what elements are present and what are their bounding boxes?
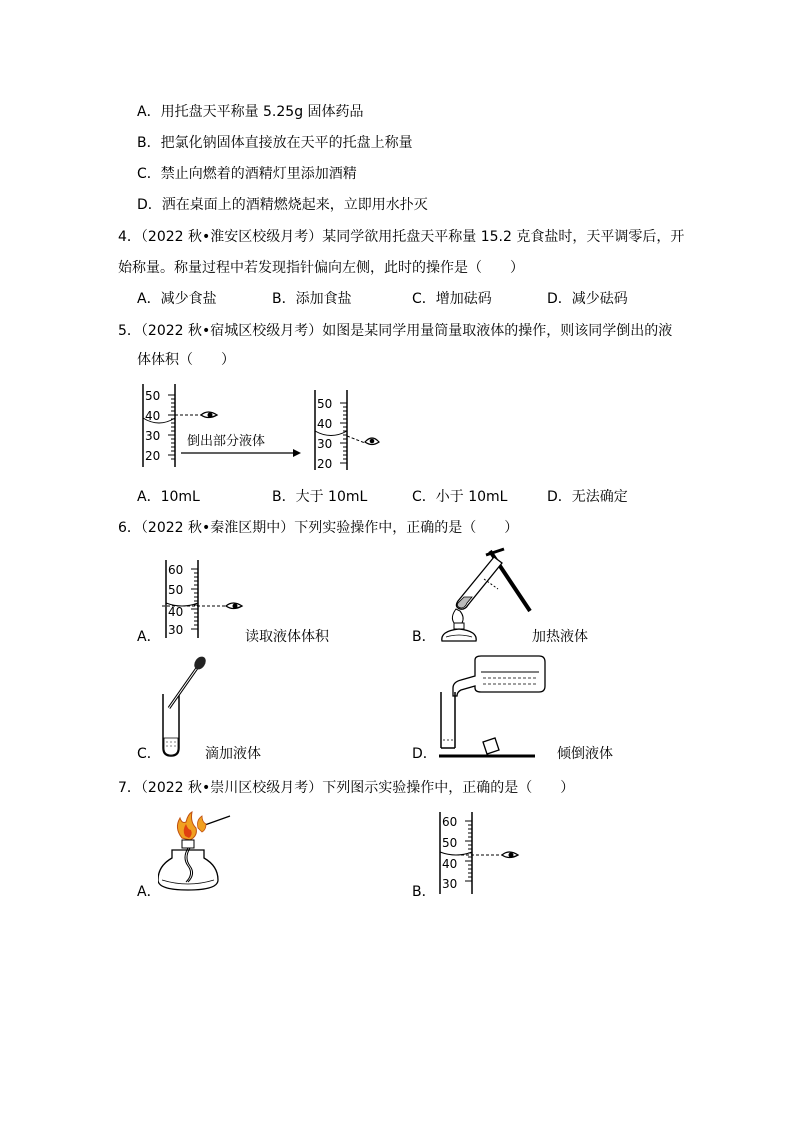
q5-option-d: D．无法确定 (547, 489, 628, 505)
q6-stem: 6．（2022 秋•秦淮区期中）下列实验操作中，正确的是（ ） (118, 520, 519, 536)
q6-a-letter: A． (137, 629, 161, 645)
q6-b-letter: B． (412, 629, 436, 645)
q5-right-tick-40: 40 (317, 417, 333, 431)
q4-option-a: A．减少食盐 (137, 291, 217, 307)
q5-right-tick-50: 50 (317, 397, 333, 411)
q5-option-a: A．10mL (137, 489, 200, 505)
eye-icon (201, 412, 217, 418)
q5-right-tick-30: 30 (317, 437, 333, 451)
q7-b-cylinder-figure (434, 810, 524, 896)
q6-d-letter: D． (412, 746, 437, 762)
q4-option-d: D．减少砝码 (547, 291, 628, 307)
arrow-right-icon (293, 449, 301, 457)
q7-stem: 7．（2022 秋•崇川区校级月考）下列图示实验操作中，正确的是（ ） (118, 780, 575, 796)
q7-a-lamp-figure (158, 808, 238, 894)
q3-option-d: D．洒在桌面上的酒精燃烧起来，立即用水扑灭 (137, 197, 428, 213)
q5-stem-line2: 体体积（ ） (137, 352, 235, 368)
q6-a-tick-60: 60 (168, 563, 184, 577)
q4-stem-line1: 4．（2022 秋•淮安区校级月考）某同学欲用托盘天平称量 15.2 克食盐时，天平调零后，开 (118, 229, 685, 245)
q5-left-tick-50: 50 (145, 389, 161, 403)
q6-c-dropper-figure (155, 654, 215, 758)
q6-c-letter: C． (137, 746, 161, 762)
q6-b-heating-figure (432, 545, 542, 645)
q5-right-tick-20: 20 (317, 457, 333, 471)
q7-a-letter: A． (137, 884, 161, 900)
q6-a-tick-40: 40 (168, 605, 184, 619)
eye-icon (226, 603, 242, 609)
q7-b-letter: B． (412, 884, 436, 900)
q3-option-b: B．把氯化钠固体直接放在天平的托盘上称量 (137, 135, 413, 151)
q5-right-cylinder (315, 390, 379, 471)
q6-d-pouring-figure (435, 652, 555, 760)
q7-b-tick-60: 60 (442, 815, 458, 829)
q4-option-c: C．增加砝码 (412, 291, 492, 307)
q4-option-b: B．添加食盐 (272, 291, 352, 307)
eye-icon (502, 852, 518, 858)
q5-left-tick-40: 40 (145, 409, 161, 423)
q5-left-tick-30: 30 (145, 429, 161, 443)
q7-b-tick-40: 40 (442, 857, 458, 871)
q3-option-c: C．禁止向燃着的酒精灯里添加酒精 (137, 166, 357, 182)
q6-c-caption: 滴加液体 (205, 746, 261, 762)
q6-b-caption: 加热液体 (532, 629, 588, 645)
q5-left-tick-20: 20 (145, 449, 161, 463)
q5-arrow-label: 倒出部分液体 (187, 434, 266, 449)
q5-option-c: C．小于 10mL (412, 489, 508, 505)
q6-a-caption: 读取液体体积 (245, 629, 329, 645)
q6-a-tick-30: 30 (168, 623, 184, 637)
q5-cylinder-figure (135, 382, 395, 472)
q3-option-a: A．用托盘天平称量 5.25g 固体药品 (137, 104, 364, 120)
q5-left-cylinder (143, 384, 201, 467)
q4-stem-line2: 始称量。称量过程中若发现指针偏向左侧，此时的操作是（ ） (118, 260, 524, 276)
q6-d-caption: 倾倒液体 (557, 746, 613, 762)
q7-b-tick-50: 50 (442, 836, 458, 850)
q6-a-cylinder-figure (160, 558, 250, 640)
q7-b-tick-30: 30 (442, 877, 458, 891)
q6-a-tick-50: 50 (168, 583, 184, 597)
q5-stem-line1: 5．（2022 秋•宿城区校级月考）如图是某同学用量筒量取液体的操作，则该同学倒出的液 (118, 323, 673, 339)
q5-option-b: B．大于 10mL (272, 489, 368, 505)
eye-icon (365, 438, 379, 445)
